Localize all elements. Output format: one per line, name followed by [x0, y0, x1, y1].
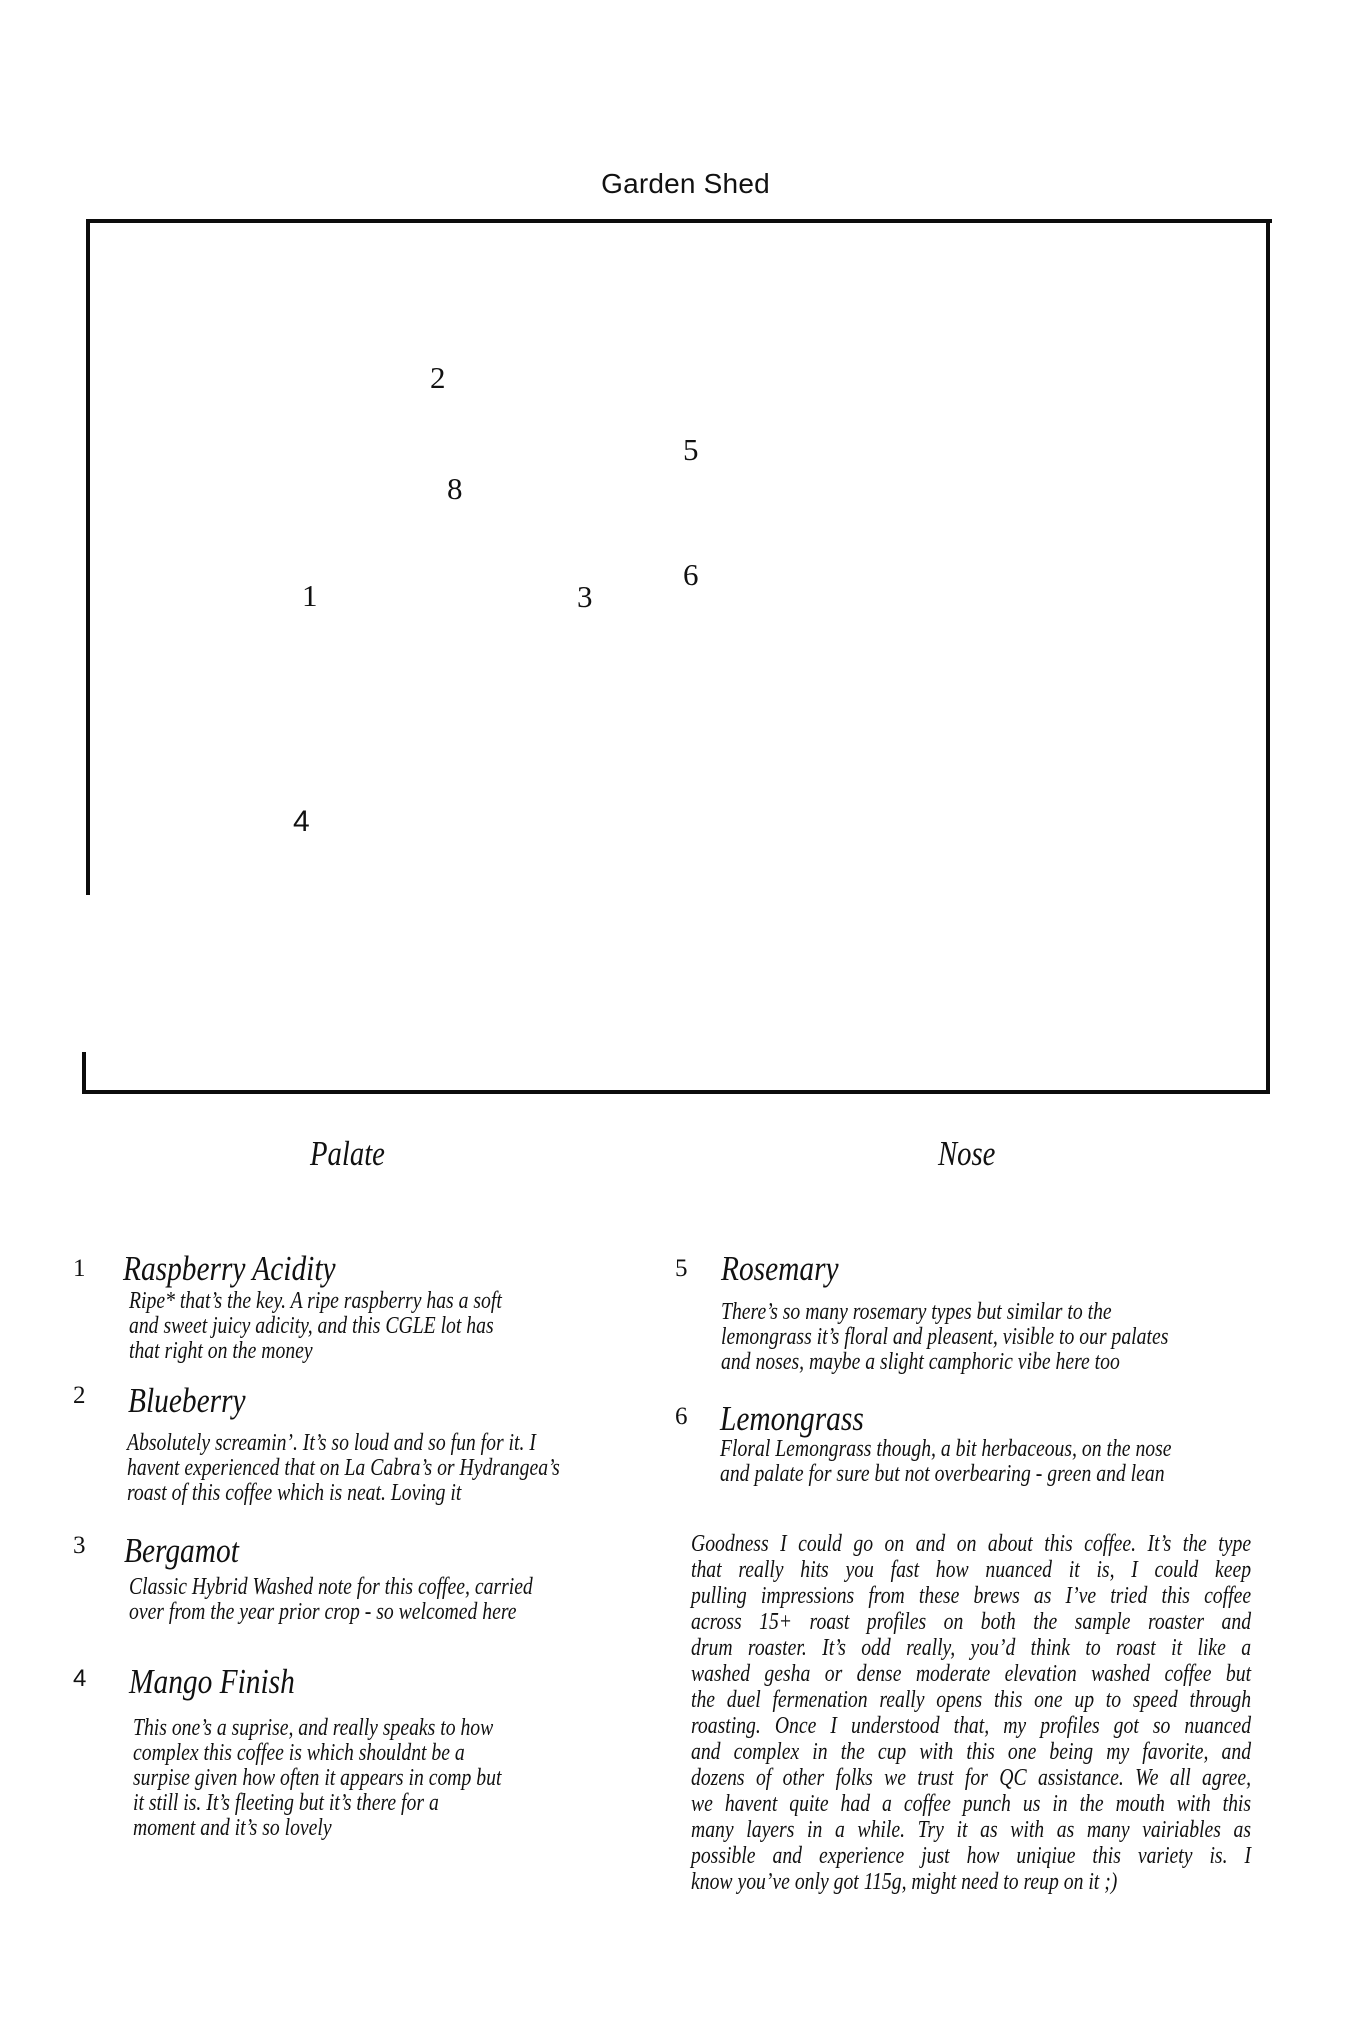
- marker-6: 6: [683, 557, 699, 592]
- frame-bottom-border: [82, 1090, 1270, 1094]
- marker-1: 1: [302, 578, 318, 613]
- frame-top-border: [86, 219, 1272, 223]
- note-title: Rosemary: [721, 1249, 839, 1288]
- frame-left-border-lower: [82, 1052, 86, 1094]
- note-body: There’s so many rosemary types but similar to the lemongrass it’s floral and pleasent, visible to our palates and noses, maybe a slight camphoric vibe here too: [721, 1299, 1169, 1375]
- marker-8: 8: [447, 471, 463, 506]
- note-title: Bergamot: [124, 1531, 239, 1570]
- diagram-title: Garden Shed: [601, 168, 770, 199]
- marker-3: 3: [577, 579, 593, 614]
- note-title: Lemongrass: [720, 1399, 864, 1438]
- note-number: 4: [73, 1665, 87, 1692]
- note-body: Absolutely screamin’. It’s so loud and so fun for it. I havent experienced that on La Cabra’s or Hydrangea’s roast of this coffee which is neat. Loving it: [127, 1430, 560, 1506]
- note-body: Ripe* that’s the key. A ripe raspberry has a soft and sweet juicy adicity, and this CGLE lot has that right on the money: [129, 1288, 502, 1364]
- note-number: 3: [73, 1532, 86, 1559]
- frame-right-border: [1266, 219, 1270, 1094]
- note-body: Floral Lemongrass though, a bit herbaceous, on the nose and palate for sure but not overbearing - green and lean: [720, 1436, 1172, 1487]
- note-body: Classic Hybrid Washed note for this coffee, carried over from the year prior crop - so welcomed here: [129, 1574, 533, 1625]
- note-body: This one’s a suprise, and really speaks to how complex this coffee is which shouldnt be a surpise given how often it appears in comp but it still is. It’s fleeting but it’s there for a moment and it’s so lovely: [133, 1715, 502, 1841]
- marker-5: 5: [683, 432, 699, 467]
- summary-paragraph: Goodness I could go on and on about this coffee. It’s the type that really hits you fast how nuanced it is, I could keep pulling impressions from these brews as I’ve tried this coffee across 15+ roast profiles on both the sample roaster and drum roaster. It’s odd really, you’d think to roast it like a washed gesha or dense moderate elevation washed coffee but the duel fermenation really opens this one up to speed through roasting. Once I understood that, my profiles got so nuanced and complex in the cup with this one being my favorite, and dozens of other folks we trust for QC assistance. We all agree, we havent quite had a coffee punch us in the mouth with this many layers in a while. Try it as with as many vairiables as possible and experience just how uniqiue this variety is. I know you’ve only got 115g, might need to reup on it ;): [691, 1531, 1252, 1895]
- note-title: Raspberry Acidity: [123, 1249, 336, 1288]
- frame-left-border-upper: [86, 219, 90, 895]
- marker-2: 2: [430, 360, 446, 395]
- note-title: Mango Finish: [129, 1662, 295, 1701]
- note-title: Blueberry: [128, 1381, 246, 1420]
- marker-4: 4: [293, 805, 310, 838]
- nose-heading: Nose: [938, 1134, 996, 1173]
- note-number: 5: [675, 1255, 688, 1282]
- note-number: 2: [73, 1382, 86, 1409]
- note-number: 1: [73, 1255, 86, 1282]
- note-number: 6: [675, 1403, 688, 1430]
- palate-heading: Palate: [310, 1134, 385, 1173]
